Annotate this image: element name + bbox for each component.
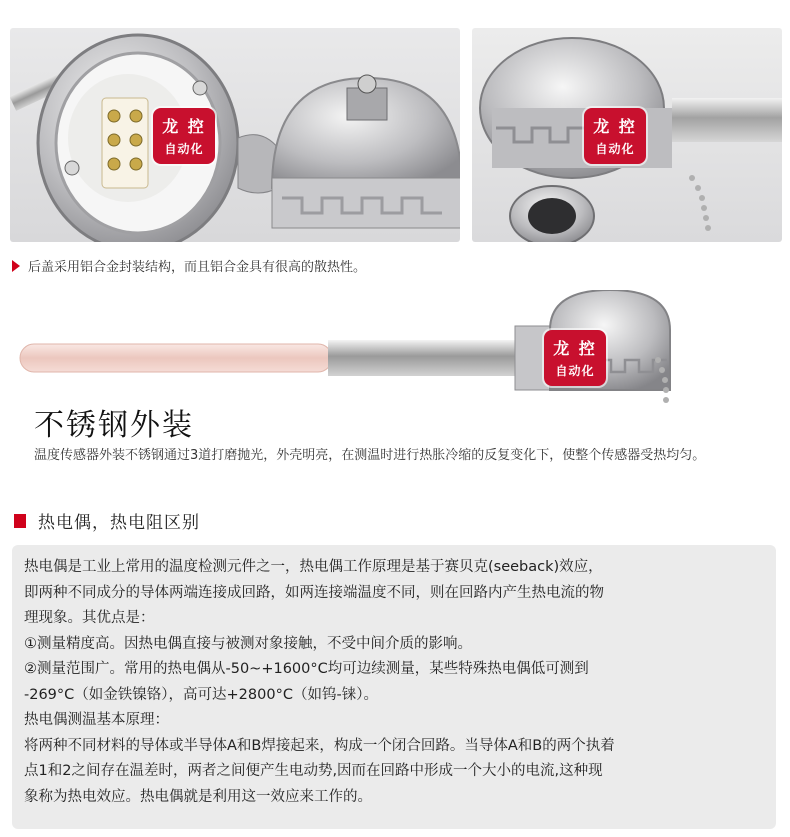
brand-watermark-line1: 龙 控 [553, 339, 597, 358]
section-title: 热电偶，热电阻区别 [38, 513, 200, 533]
info-line: 即两种不同成分的导体两端连接成回路，如两连接端温度不同，则在回路内产生热电流的物 [24, 584, 604, 601]
photo-caption [12, 256, 366, 275]
thermocouple-info-box [12, 545, 776, 829]
brand-watermark [544, 330, 606, 386]
info-line: ②测量范围广。常用的热电偶从-50~+1600°C均可边续测量，某些特殊热电偶低可测到 [24, 661, 589, 677]
info-line: 热电偶是工业上常用的温度检测元件之一，热电偶工作原理是基于赛贝克(seeback)效应， [24, 559, 603, 575]
info-line: 象称为热电效应。热电偶就是利用这一效应来工作的。 [24, 788, 372, 805]
brand-watermark [584, 108, 646, 164]
brand-watermark-line2: 自动化 [164, 142, 204, 156]
info-line: 点1和2之间存在温差时，两者之间便产生电动势,因而在回路中形成一个大小的电流,这种现 [24, 763, 603, 779]
brand-watermark-line1: 龙 控 [593, 117, 637, 136]
stainless-shell-description: 温度传感器外装不锈钢通过3道打磨抛光，外壳明亮，在测温时进行热胀冷缩的反复变化下，使整个传感器受热均匀。 [34, 448, 706, 463]
open-junction-box-photo [10, 28, 460, 242]
brand-watermark-line2: 自动化 [595, 142, 635, 156]
caption-arrow-icon [12, 260, 20, 272]
junction-box-illustration [10, 28, 460, 242]
junction-box-side-photo [472, 28, 782, 242]
brand-watermark-line1: 龙 控 [162, 117, 206, 136]
brand-watermark [153, 108, 215, 164]
info-line: 理现象。其优点是： [24, 610, 155, 626]
info-line: -269°C（如金铁镍铬），高可达+2800°C（如钨-铼）。 [24, 686, 378, 703]
stainless-shell-title: 不锈钢外装 [34, 408, 194, 443]
caption-text: 后盖采用铝合金封装结构，而且铝合金具有很高的散热性。 [28, 260, 367, 275]
info-line: 热电偶测温基本原理： [24, 712, 169, 728]
section-header [14, 508, 200, 533]
info-line: ①测量精度高。因热电偶直接与被测对象接触，不受中间介质的影响。 [24, 635, 472, 652]
brand-watermark-line2: 自动化 [555, 364, 595, 378]
info-line: 将两种不同材料的导体或半导体A和B焊接起来，构成一个闭合回路。当导体A和B的两个执着 [24, 737, 615, 754]
section-marker-icon [14, 514, 26, 528]
